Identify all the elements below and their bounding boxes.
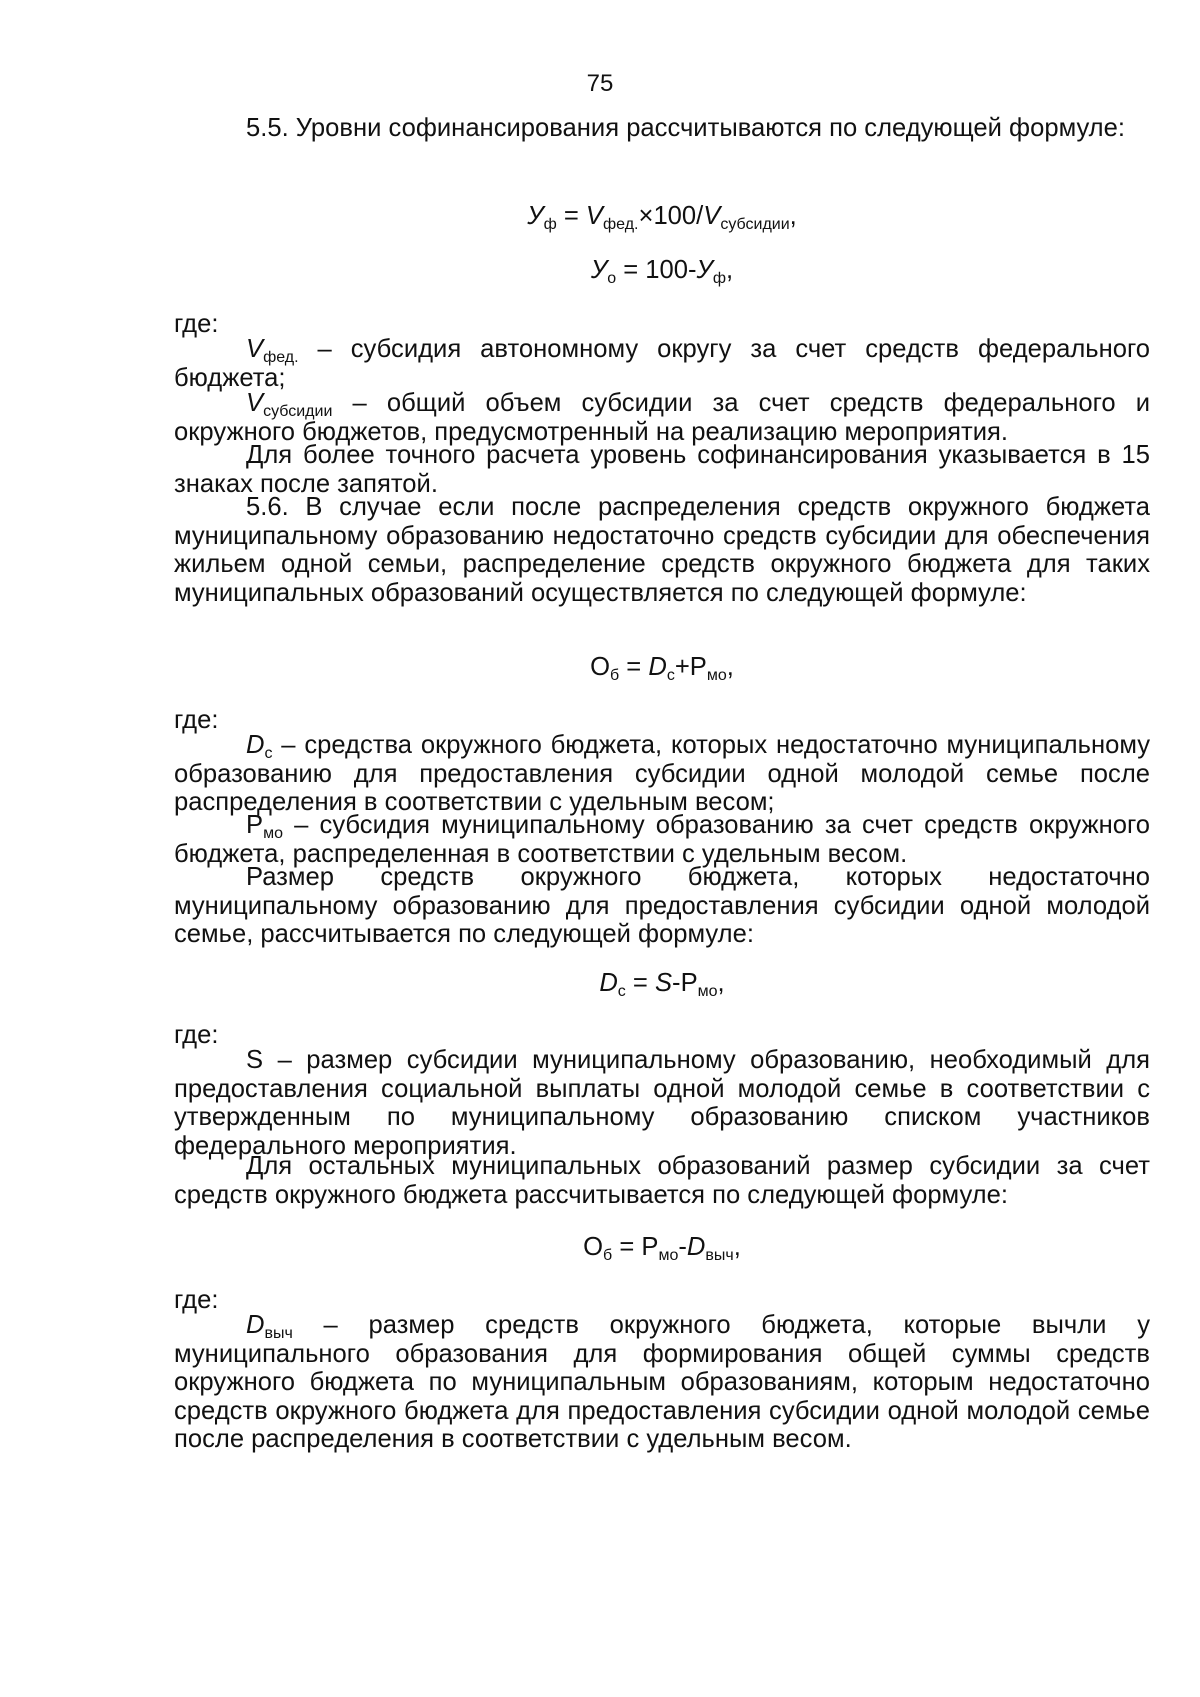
where-label: где: (174, 310, 219, 338)
where-label: где: (174, 1286, 219, 1314)
formula-ob-1: $О_б = D_с+Р_{мо}$, (590, 653, 734, 684)
where-label: где: (174, 706, 219, 734)
definition-d-vych: $D_{выч}$ – размер средств окружного бюджета, которые вычли у муниципального образования для формирования общей суммы средств окружного бюджета по муниципальным образованиям, которым недостаточно средств окружного бюджета для предоставления субсидии одной молодой семье после распределения в соответствии с удельным весом. (174, 1311, 1150, 1454)
formula-symbol: У (527, 202, 544, 230)
page-number: 75 (586, 70, 614, 97)
definition-dc: $D_с$ – средства окружного бюджета, которых недостаточно муниципальному образованию для предоставления субсидии одной молодой семье после распределения в соответствии с удельным весом; (174, 731, 1150, 817)
definition-s: S – размер субсидии муниципальному образованию, необходимый для предоставления социальной выплаты одной молодой семье в соответствии с утвержденным по муниципальному образованию списком участников федерального мероприятия. (174, 1046, 1150, 1160)
formula-dc: $D_с = S-Р_{мо}$, (599, 969, 725, 1000)
formula-yf: $У_ф = V_{фед.}\times 100/V_{субсидии}$, (527, 202, 797, 233)
where-label: где: (174, 1021, 219, 1049)
formula-yo: $У_о = 100-У_ф$, (590, 256, 734, 287)
definition-v-subsidy: $V_{субсидии}$ – общий объем субсидии за счет средств федерального и окружного бюджетов, предусмотренный на реализацию мероприятия. (174, 389, 1150, 446)
definition-v-fed: $V_{фед.}$ – субсидия автономному округу за счет средств федерального бюджета; (174, 335, 1150, 392)
paragraph-others: Для остальных муниципальных образований размер субсидии за счет средств окружного бюджета рассчитывается по следующей формуле: (174, 1152, 1150, 1209)
paragraph-dc-size: Размер средств окружного бюджета, которых недостаточно муниципальному образованию для предоставления субсидии одной молодой семье, рассчитывается по следующей формуле: (174, 863, 1150, 949)
definition-pmo: $Р_{мо}$ – субсидия муниципальному образованию за счет средств окружного бюджета, распределенная в соответствии с удельным весом. (174, 811, 1150, 868)
paragraph-5-5: 5.5. Уровни софинансирования рассчитываются по следующей формуле: (246, 114, 1125, 142)
paragraph-5-6: 5.6. В случае если после распределения средств окружного бюджета муниципальному образованию недостаточно средств субсидии для обеспечения жильем одной семьи, распределение средств окружного бюджета для таких муниципальных образований осуществляется по следующей формуле: (174, 493, 1150, 607)
formula-ob-2: $О_б = Р_{мо}-D_{выч}$, (583, 1233, 741, 1264)
precision-note: Для более точного расчета уровень софинансирования указывается в 15 знаках после запятой. (174, 441, 1150, 498)
